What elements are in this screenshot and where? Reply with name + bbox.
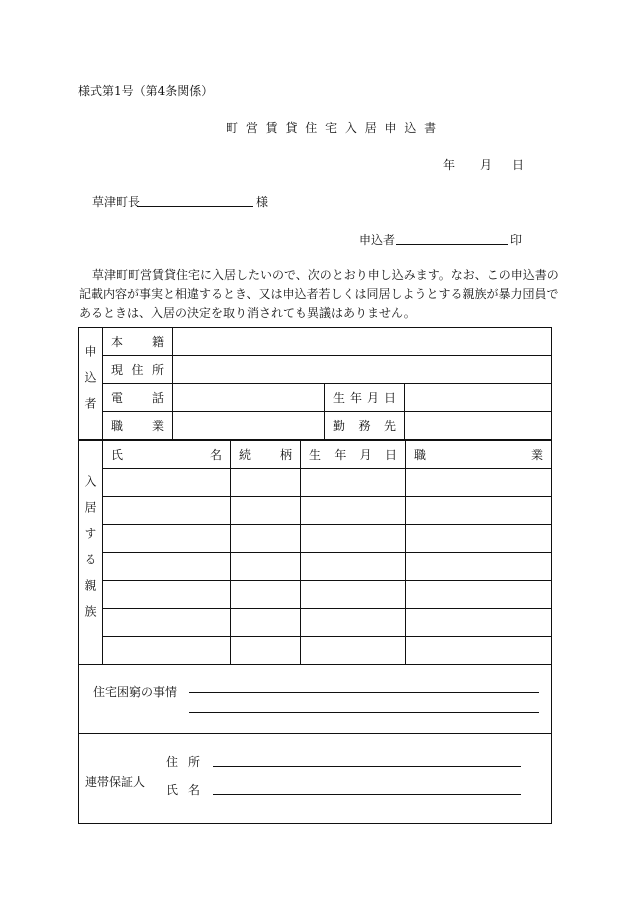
form-id: 様式第1号（第4条関係） (78, 84, 214, 98)
workplace-label: 勤 務 先 (325, 412, 405, 440)
body-text-line-1: 草津町町営賃貸住宅に入居したいので、次のとおり申し込みます。なお、この申込書の (92, 268, 559, 282)
page-title: 町 営 賃 貸 住 宅 入 居 申 込 書 (226, 121, 439, 135)
birthdate-label: 生 年 月 日 (325, 384, 405, 412)
date-day-label: 日 (512, 158, 525, 172)
family-name-cell[interactable] (103, 525, 231, 553)
family-birthdate-cell[interactable] (301, 497, 406, 525)
date-month-label: 月 (480, 158, 493, 172)
family-name-cell[interactable] (103, 609, 231, 637)
family-name-cell[interactable] (103, 637, 231, 665)
hardship-line-1[interactable] (189, 692, 539, 693)
family-birthdate-cell[interactable] (301, 581, 406, 609)
seal-label: 印 (510, 233, 523, 247)
occupation-field[interactable] (173, 412, 325, 440)
address-field[interactable] (173, 356, 552, 384)
family-name-cell[interactable] (103, 581, 231, 609)
family-relation-cell[interactable] (231, 581, 301, 609)
family-birthdate-cell[interactable] (301, 525, 406, 553)
date-year-label: 年 (443, 158, 456, 172)
hardship-label: 住宅困窮の事情 (93, 685, 178, 699)
family-birthdate-cell[interactable] (301, 637, 406, 665)
family-birthdate-cell[interactable] (301, 609, 406, 637)
family-occupation-cell[interactable] (406, 553, 552, 581)
honseki-field[interactable] (173, 328, 552, 356)
phone-label: 電 話 (103, 384, 173, 412)
family-birthdate-cell[interactable] (301, 553, 406, 581)
family-occupation-cell[interactable] (406, 469, 552, 497)
workplace-field[interactable] (405, 412, 552, 440)
table-row (79, 581, 552, 609)
family-relation-cell[interactable] (231, 469, 301, 497)
family-occupation-cell[interactable] (406, 581, 552, 609)
family-col-relation: 続 柄 (231, 441, 301, 469)
family-col-name: 氏 名 (103, 441, 231, 469)
body-text-line-3: あるときは、入居の決定を取り消されても異議はありません。 (79, 306, 416, 320)
applicant-sign-label: 申込者 (359, 233, 396, 247)
family-name-cell[interactable] (103, 497, 231, 525)
addressee-name-line[interactable] (137, 206, 253, 207)
guarantor-box (78, 733, 552, 824)
guarantor-name-line[interactable] (213, 794, 521, 795)
birthdate-field[interactable] (405, 384, 552, 412)
occupation-label: 職 業 (103, 412, 173, 440)
family-header: 入居する親族 (79, 441, 103, 665)
family-occupation-cell[interactable] (406, 637, 552, 665)
applicant-sign-line[interactable] (396, 244, 508, 245)
family-col-occupation: 職 業 (406, 441, 552, 469)
table-row (79, 525, 552, 553)
guarantor-address-label: 住所 (166, 755, 211, 769)
phone-field[interactable] (173, 384, 325, 412)
applicant-table (78, 327, 552, 440)
applicant-header: 申込者 (79, 328, 103, 440)
addressee-prefix: 草津町長 (92, 195, 141, 209)
family-table (78, 440, 552, 665)
address-label: 現 住 所 (103, 356, 173, 384)
table-row (79, 637, 552, 665)
family-col-birthdate: 生 年 月 日 (301, 441, 406, 469)
guarantor-address-line[interactable] (213, 766, 521, 767)
family-occupation-cell[interactable] (406, 525, 552, 553)
table-row (79, 497, 552, 525)
guarantor-label: 連帯保証人 (85, 775, 146, 789)
family-relation-cell[interactable] (231, 637, 301, 665)
honseki-label: 本 籍 (103, 328, 173, 356)
family-relation-cell[interactable] (231, 497, 301, 525)
body-text-line-2: 記載内容が事実と相違するとき、又は申込者若しくは同居しようとする親族が暴力団員で (79, 287, 559, 301)
table-row (79, 609, 552, 637)
table-row (79, 553, 552, 581)
family-relation-cell[interactable] (231, 609, 301, 637)
family-relation-cell[interactable] (231, 525, 301, 553)
family-name-cell[interactable] (103, 553, 231, 581)
guarantor-name-label: 氏名 (166, 783, 211, 797)
family-occupation-cell[interactable] (406, 497, 552, 525)
family-birthdate-cell[interactable] (301, 469, 406, 497)
hardship-line-2[interactable] (189, 712, 539, 713)
addressee-suffix: 様 (256, 195, 269, 209)
family-name-cell[interactable] (103, 469, 231, 497)
table-row (79, 469, 552, 497)
family-relation-cell[interactable] (231, 553, 301, 581)
family-occupation-cell[interactable] (406, 609, 552, 637)
